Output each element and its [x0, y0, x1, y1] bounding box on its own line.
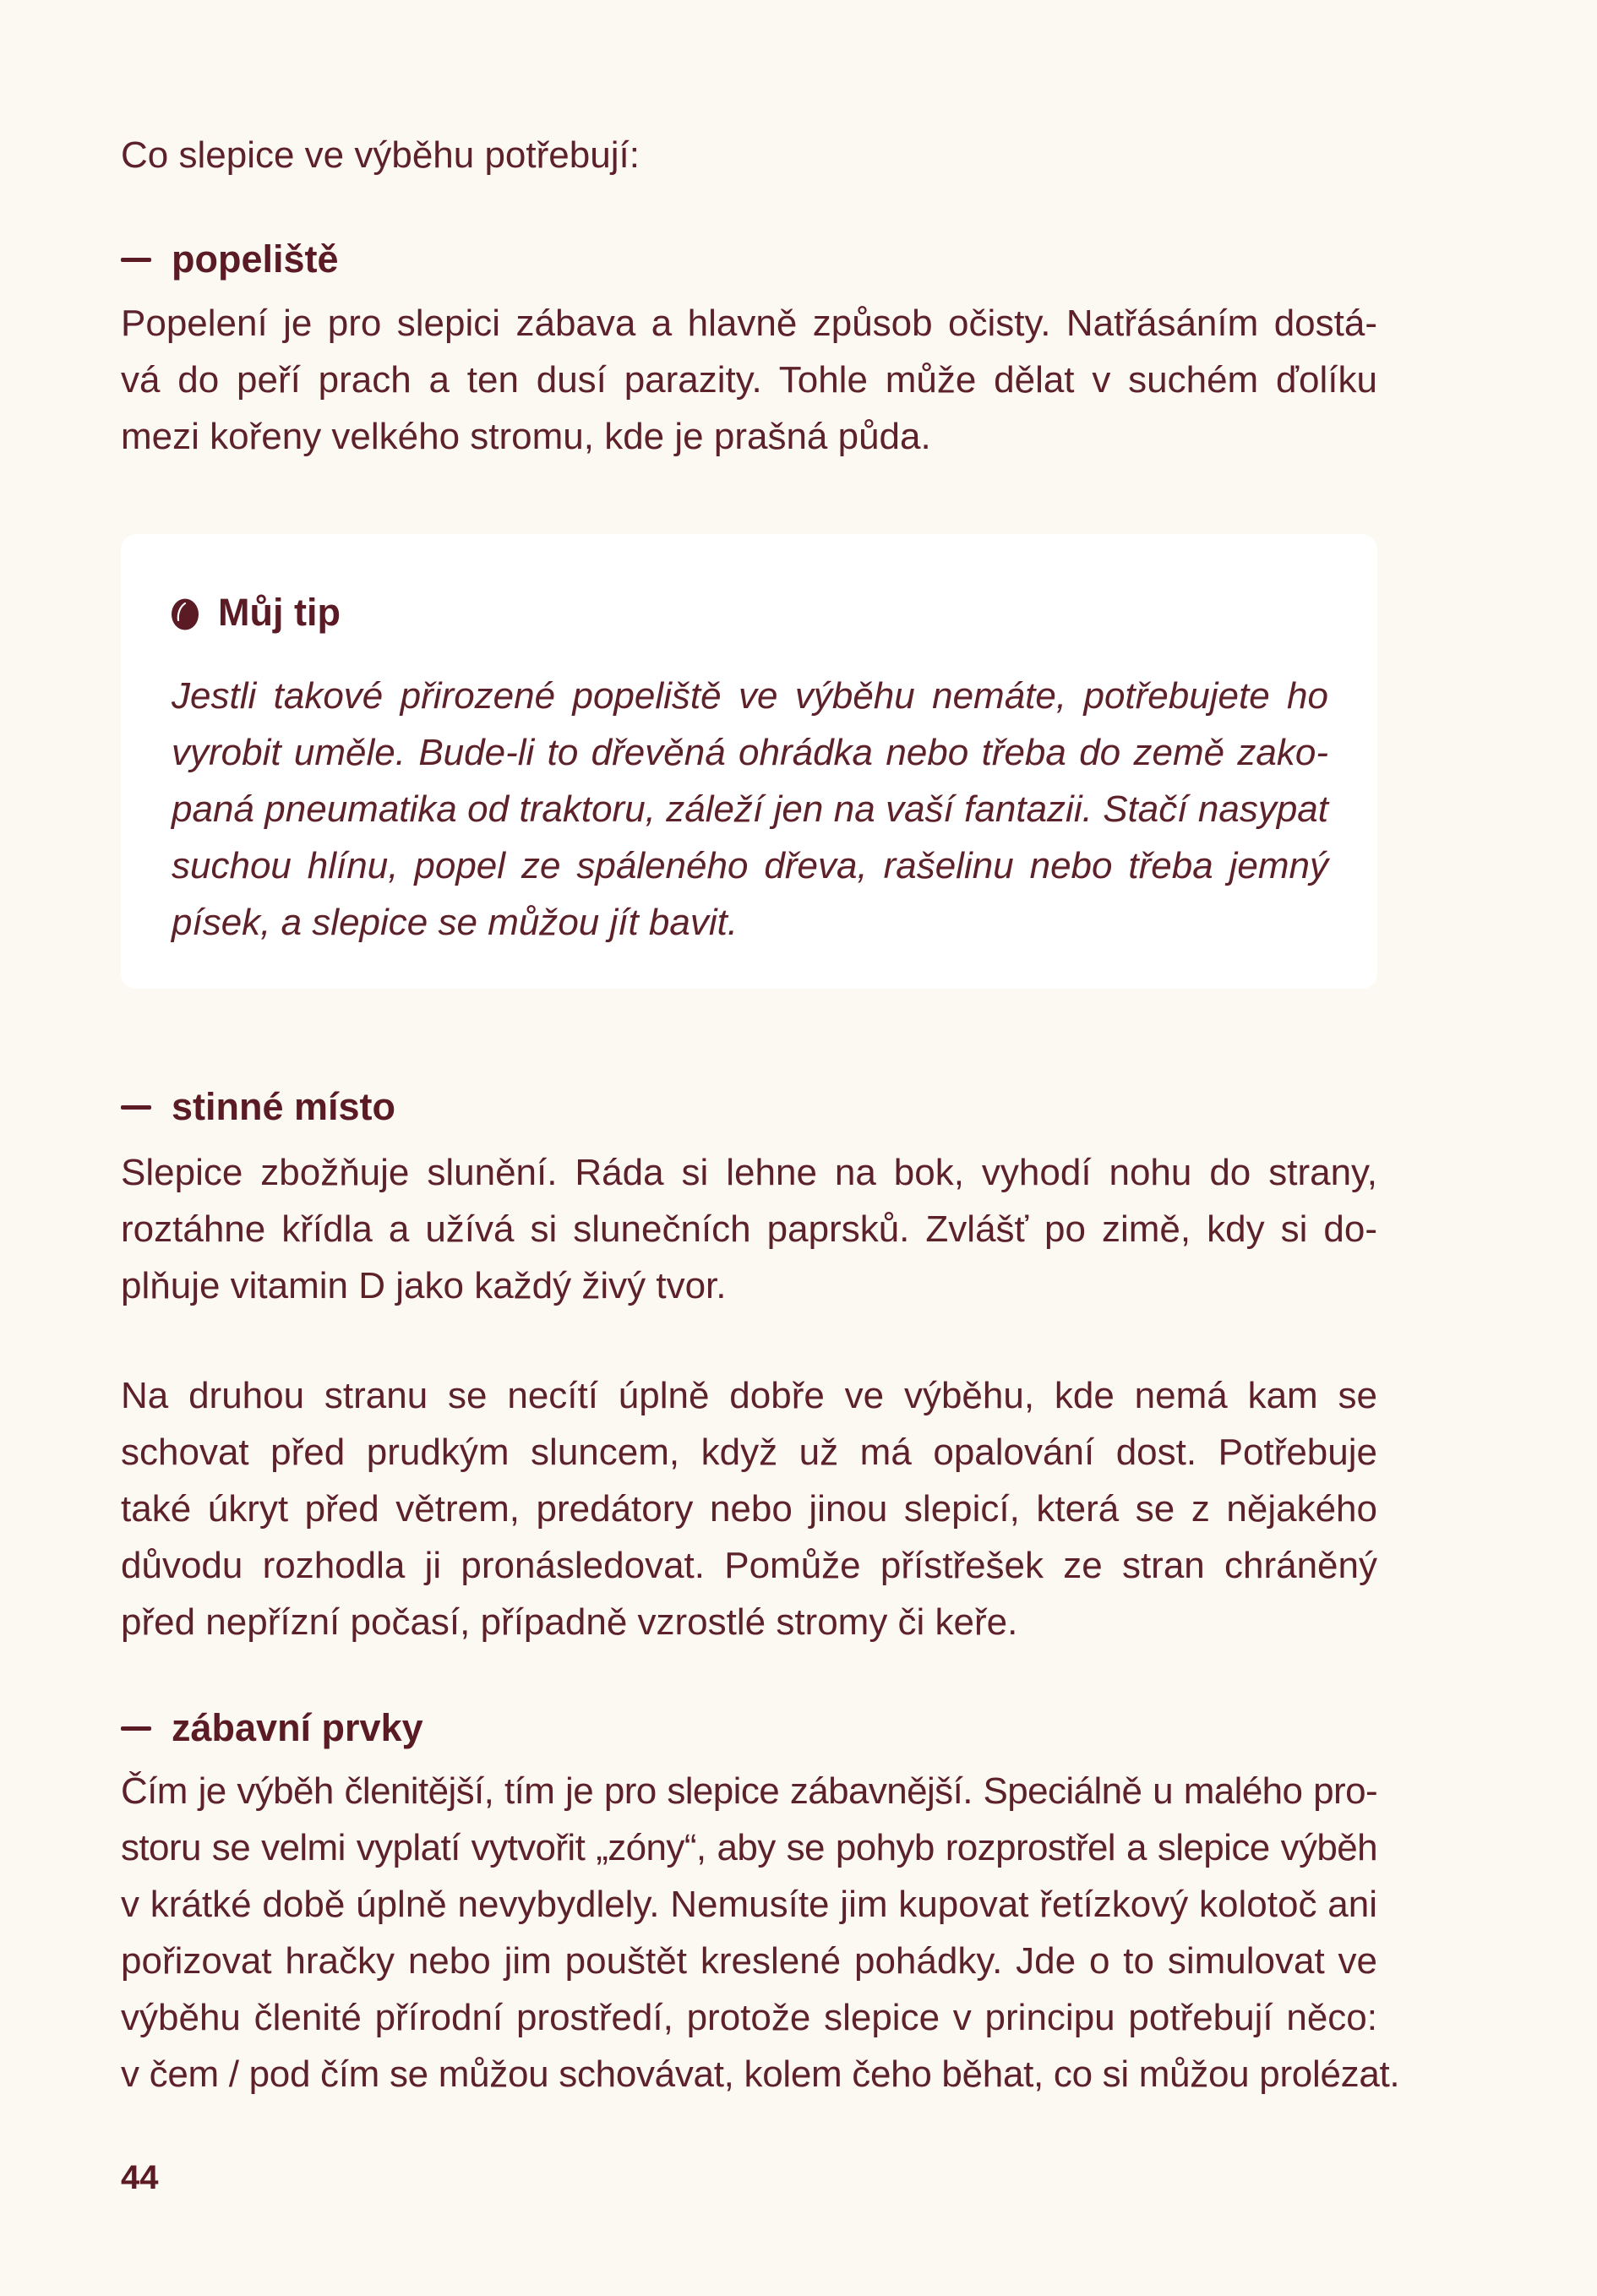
dash-bullet: [121, 1105, 151, 1110]
section-heading-popeliste: popeliště: [121, 234, 339, 285]
egg-icon: [171, 596, 199, 630]
page-number: 44: [121, 2159, 159, 2196]
dash-bullet: [121, 1726, 151, 1731]
paragraph-stinne-2: Na druhou stranu se necítí úplně dobře ve výběhu, kde nemá kam se schovat před prudkým sluncem, když už má opalování dost. Potřebuje také úkryt před větrem, predátory nebo jinou slepicí, která se z nějakého důvodu rozhodla ji pronásledovat. Pomůže přístřešek ze stran chráněný před nepřízní počasí, případně vzrostlé stromy či keře.: [121, 1375, 1377, 1643]
dash-bullet: [121, 258, 151, 262]
paragraph-zabavni: Čím je výběh členitější, tím je pro slepice zábavnější. Speciálně u malého pro- storu se velmi vyplatí vytvořit „zóny“, aby se pohyb rozprostřel a slepice výběh v krátké době úplně nevybydlely. Nemusíte jim kupovat řetízkový kolotoč ani pořizovat hračky nebo jim pouštět kreslené pohádky. Jde o to simulovat ve výběhu členité přírodní prostředí, protože slepice v principu potřebují něco: v čem / pod čím se můžou schovávat, kolem čeho běhat, co si můžou prolézat.: [121, 1770, 1400, 2095]
tip-box: [121, 534, 1377, 989]
intro-text: Co slepice ve výběhu potřebují:: [121, 134, 640, 176]
paragraph-popeliste: Popelení je pro slepici zábava a hlavně způsob očisty. Natřásáním dostá- vá do peří prach a ten dusí parazity. Tohle může dělat v suchém ďolíku mezi kořeny velkého stromu, kde je prašná půda.: [121, 303, 1377, 457]
tip-heading: [171, 591, 341, 635]
paragraph-stinne-1: Slepice zbožňuje slunění. Ráda si lehne na bok, vyhodí nohu do strany, roztáhne křídla a užívá si slunečních paprsků. Zvlášť po zimě, kdy si do- plňuje vitamin D jako každý živý tvor.: [121, 1152, 1377, 1306]
tip-title: Můj tip: [218, 591, 341, 634]
tip-text: Jestli takové přirozené popeliště ve výběhu nemáte, potřebujete ho vyrobit uměle. Bude-li to dřevěná ohrádka nebo třeba do země zako- paná pneumatika od traktoru, záleží jen na vaší fantazii. Stačí nasypat suchou hlínu, popel ze spáleného dřeva, rašelinu nebo třeba jemný písek, a slepice se můžou jít bavit.: [172, 675, 1328, 943]
section-heading-stinne: stinné místo: [121, 1082, 395, 1132]
section-heading-zabavni: zábavní prvky: [121, 1703, 423, 1753]
